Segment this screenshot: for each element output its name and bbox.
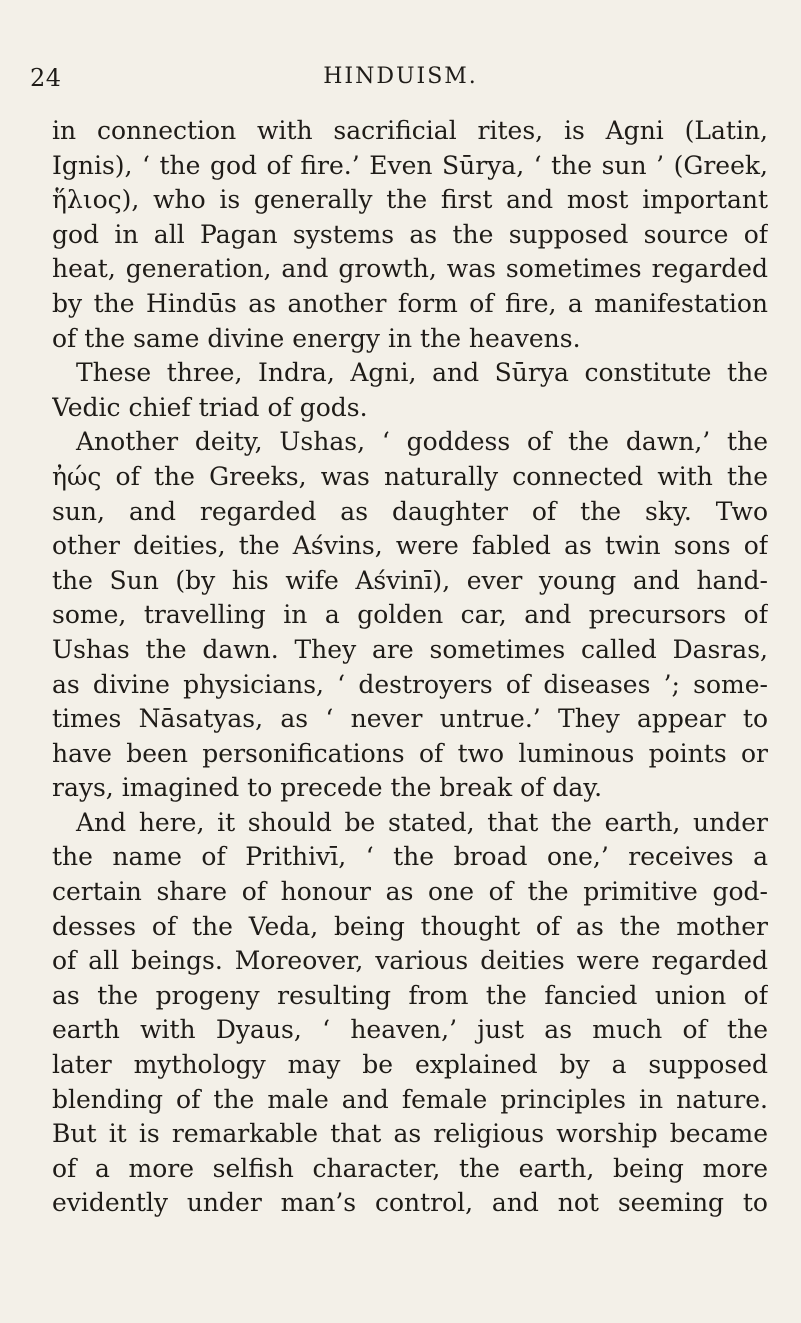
text-line: have been personifications of two luminous points or [52, 738, 768, 768]
text-line: the name of Prithivī, ‘ the broad one,’ receives a [52, 842, 768, 872]
text-line: as the progeny resulting from the fancied union of [52, 980, 768, 1010]
text-line: These three, Indra, Agni, and Sūrya constitute the [76, 358, 768, 388]
text-line: blending of the male and female principles in nature. [52, 1084, 768, 1114]
text-line: certain share of honour as one of the primitive god- [52, 877, 768, 907]
page-header [0, 64, 801, 94]
text-line: Ushas the dawn. They are sometimes called Dasras, [52, 634, 768, 664]
text-line: earth with Dyaus, ‘ heaven,’ just as much of the [52, 1015, 768, 1045]
text-line: rays, imagined to precede the break of day. [52, 773, 603, 803]
text-line: ἥλιος), who is generally the first and most important [52, 185, 768, 215]
page-number: 24 [30, 64, 62, 92]
text-line: evidently under man’s control, and not seeming to [52, 1188, 768, 1218]
running-head: HINDUISM. [323, 64, 478, 89]
text-line: desses of the Veda, being thought of as the mother [52, 911, 768, 941]
text-line: sun, and regarded as daughter of the sky. Two [52, 496, 768, 526]
text-line: of a more selfish character, the earth, being more [52, 1153, 768, 1183]
text-line: by the Hindūs as another form of fire, a manifestation [52, 288, 768, 318]
text-line: later mythology may be explained by a supposed [52, 1050, 768, 1080]
text-line: of all beings. Moreover, various deities were regarded [52, 946, 768, 976]
text-line: Ignis), ‘ the god of fire.’ Even Sūrya, ‘ the sun ’ (Greek, [52, 150, 768, 180]
text-line: ἠώς of the Greeks, was naturally connected with the [52, 461, 768, 491]
text-line: other deities, the Aśvins, were fabled as twin sons of [52, 531, 768, 561]
text-line: as divine physicians, ‘ destroyers of diseases ’; some- [52, 669, 768, 699]
body-text [52, 114, 768, 1221]
text-line: the Sun (by his wife Aśvinī), ever young and hand- [52, 565, 768, 595]
text-line: Vedic chief triad of gods. [52, 392, 368, 422]
text-line: god in all Pagan systems as the supposed source of [52, 219, 768, 249]
text-line: Another deity, Ushas, ‘ goddess of the dawn,’ the [76, 427, 768, 457]
text-line: in connection with sacrificial rites, is Agni (Latin, [52, 116, 768, 145]
text-line: And here, it should be stated, that the earth, under [76, 807, 768, 837]
text-line: heat, generation, and growth, was sometimes regarded [52, 254, 768, 284]
text-line: times Nāsatyas, as ‘ never untrue.’ They appear to [52, 704, 768, 734]
text-line: some, travelling in a golden car, and precursors of [52, 600, 768, 630]
text-line: of the same divine energy in the heavens. [52, 323, 581, 353]
text-line: But it is remarkable that as religious worship became [52, 1119, 768, 1149]
